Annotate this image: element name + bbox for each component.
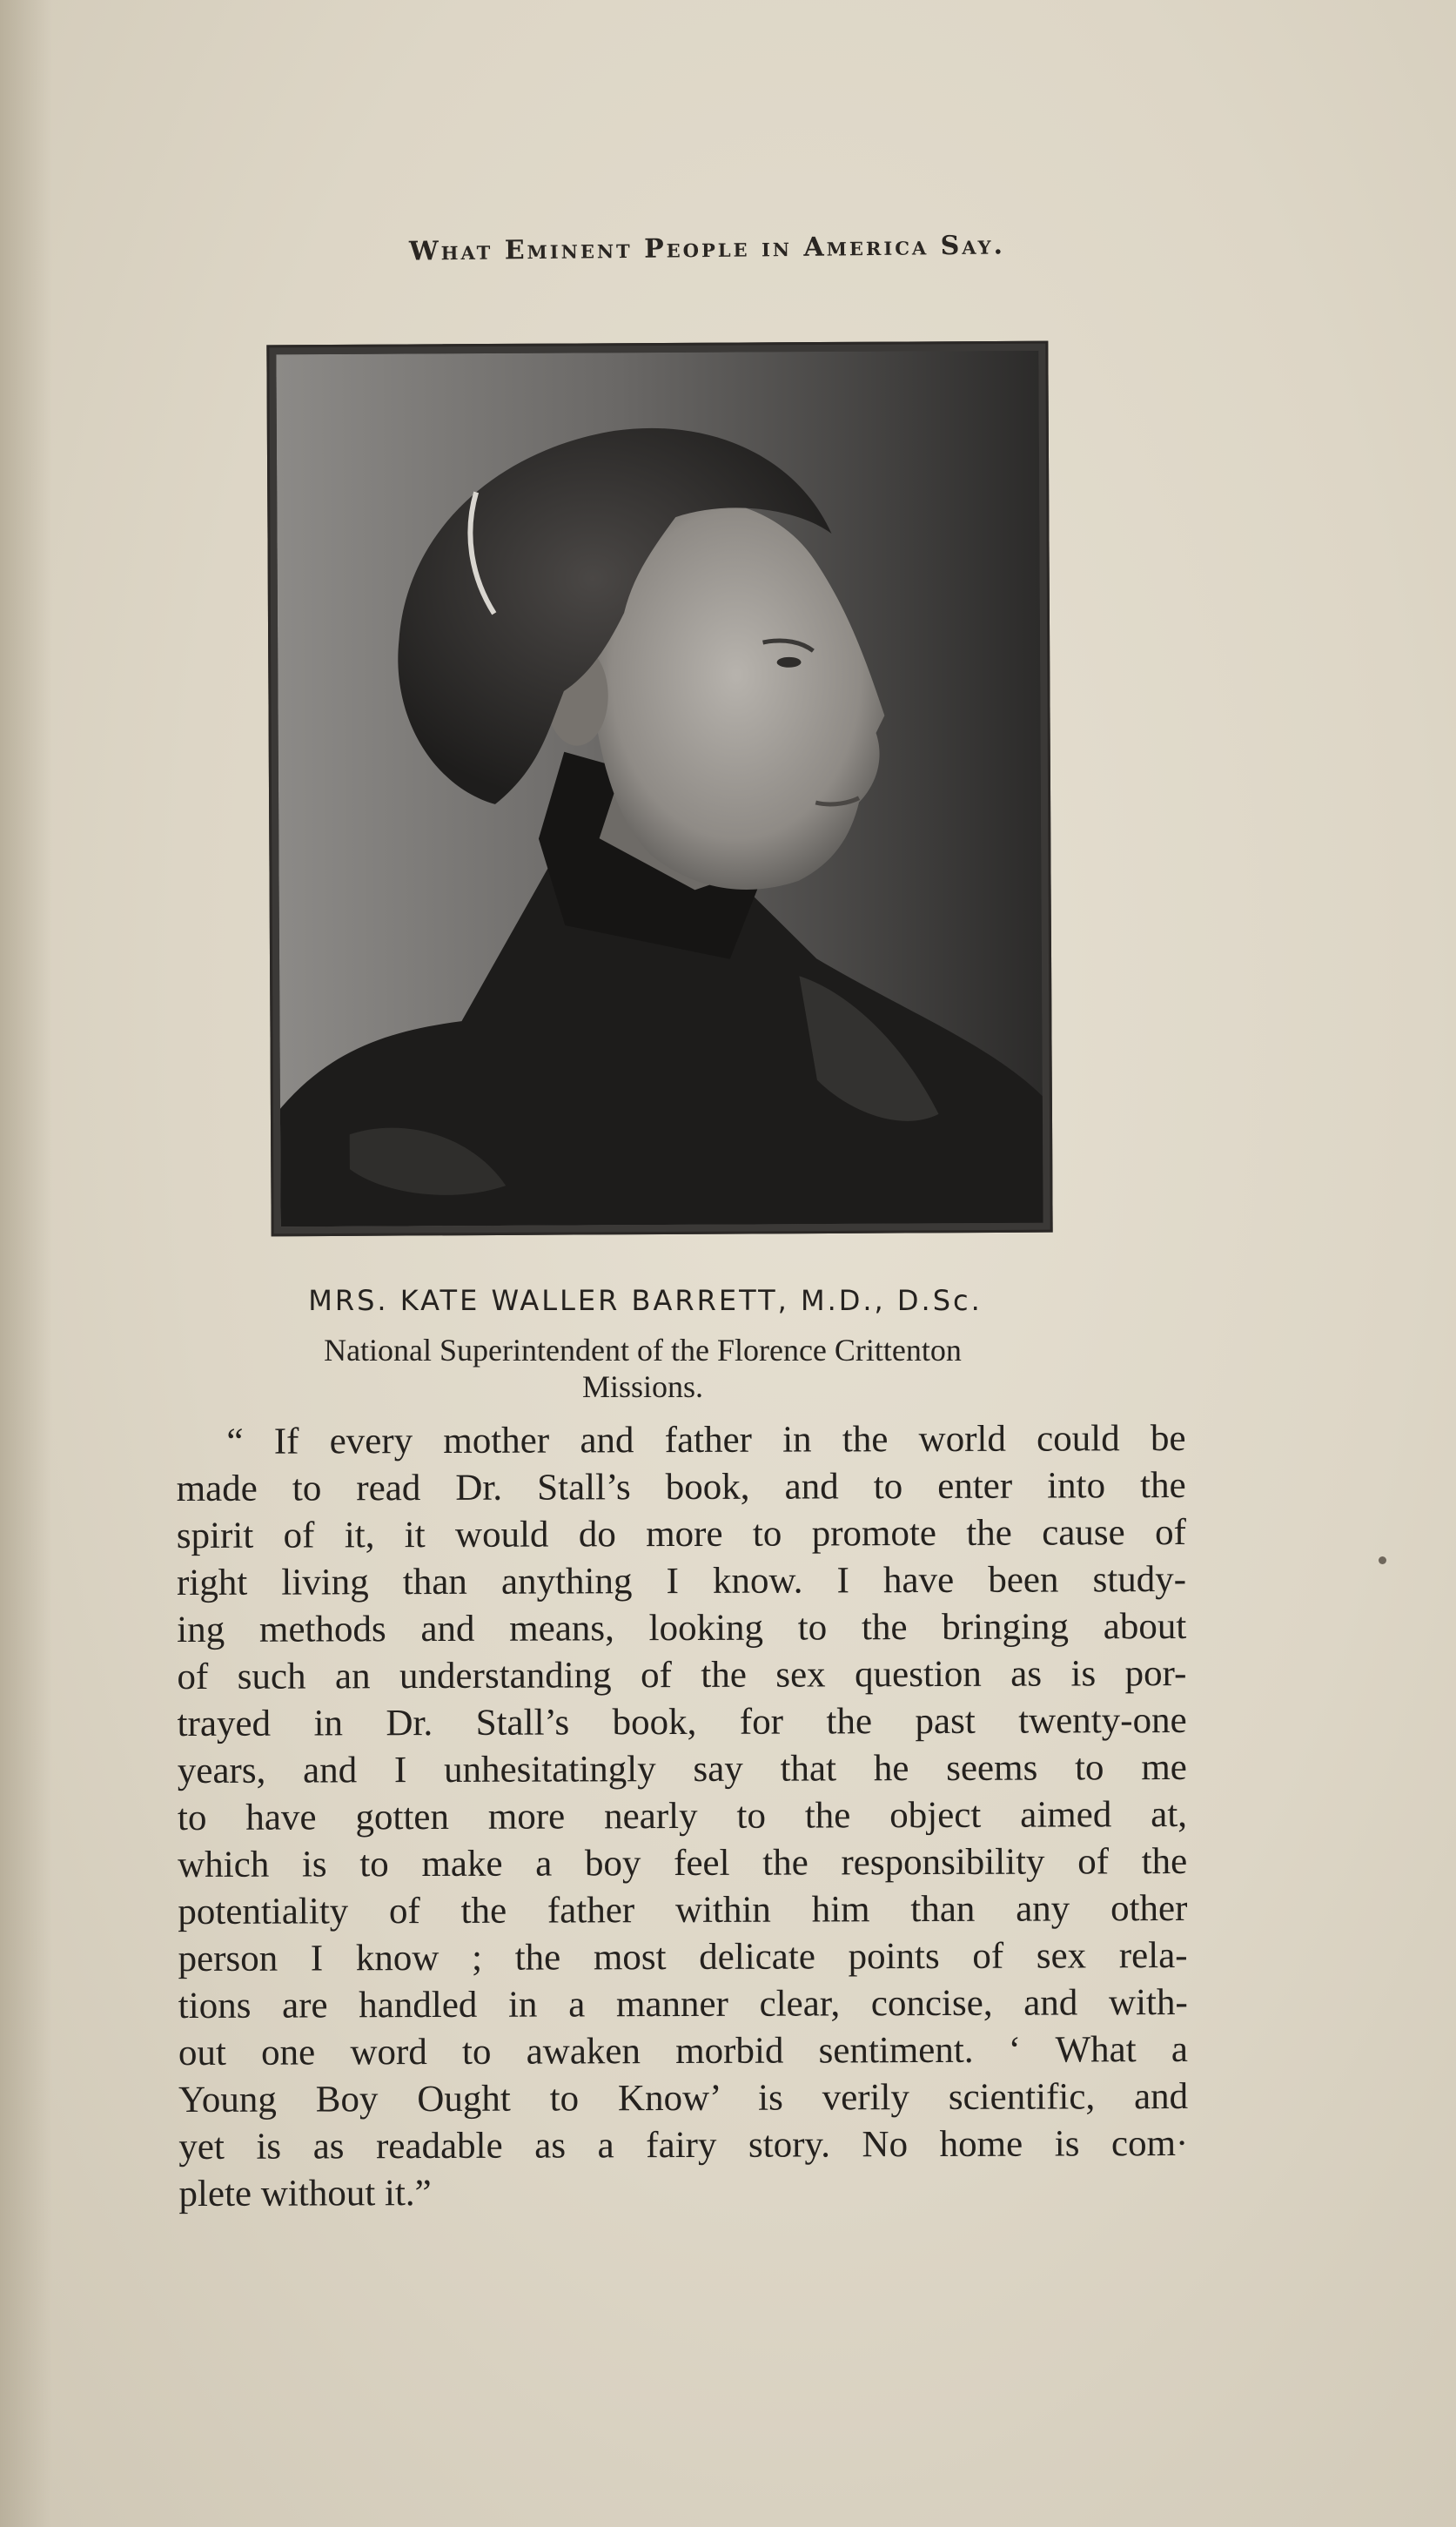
quote-line: right living than anything I know. I have been study- <box>176 1558 1187 1604</box>
quote-line: plete without it.” <box>178 2173 432 2215</box>
quote-line: person I know ; the most delicate points of sex rela- <box>178 1934 1188 1980</box>
paper-spot <box>1379 1556 1386 1564</box>
testimonial-quote <box>176 1415 1188 2218</box>
caption-role-line: Missions. <box>581 1369 704 1404</box>
quote-line: potentiality of the father within him than any other <box>178 1887 1188 1933</box>
quote-line: “ If every mother and father in the world could be <box>226 1417 1186 1462</box>
caption-role-line: National Superintendent of the Florence Crittenton <box>324 1333 962 1368</box>
quote-line: Young Boy Ought to Know’ is verily scientific, and <box>178 2075 1189 2121</box>
caption-role <box>0 1332 1371 1405</box>
page-edge-shadow <box>0 0 52 2527</box>
quote-line: to have gotten more nearly to the object aimed at, <box>177 1793 1188 1839</box>
caption-name: MRS. KATE WALLER BARRETT, M.D., D.Sc. <box>308 1284 983 1317</box>
quote-line: made to read Dr. Stall’s book, and to enter into the <box>176 1464 1186 1510</box>
quote-line: yet is as readable as a fairy story. No home is com· <box>178 2122 1189 2168</box>
quote-line: trayed in Dr. Stall’s book, for the past twenty-one <box>177 1699 1187 1745</box>
quote-line: tions are handled in a manner clear, concise, and with- <box>178 1981 1188 2027</box>
quote-line: out one word to awaken morbid sentiment. ‘ What a <box>178 2028 1189 2074</box>
quote-line: years, and I unhesitatingly say that he seems to me <box>177 1746 1187 1792</box>
portrait-image <box>276 351 1043 1227</box>
portrait-photo <box>266 341 1052 1237</box>
quote-line: which is to make a boy feel the responsibility of the <box>178 1840 1188 1886</box>
quote-line: of such an understanding of the sex question as is por- <box>177 1652 1187 1698</box>
quote-line: ing methods and means, looking to the bringing about <box>177 1605 1187 1651</box>
quote-line: spirit of it, it would do more to promote the cause of <box>176 1511 1186 1557</box>
running-head: What Eminent People in America Say. <box>408 230 1006 267</box>
